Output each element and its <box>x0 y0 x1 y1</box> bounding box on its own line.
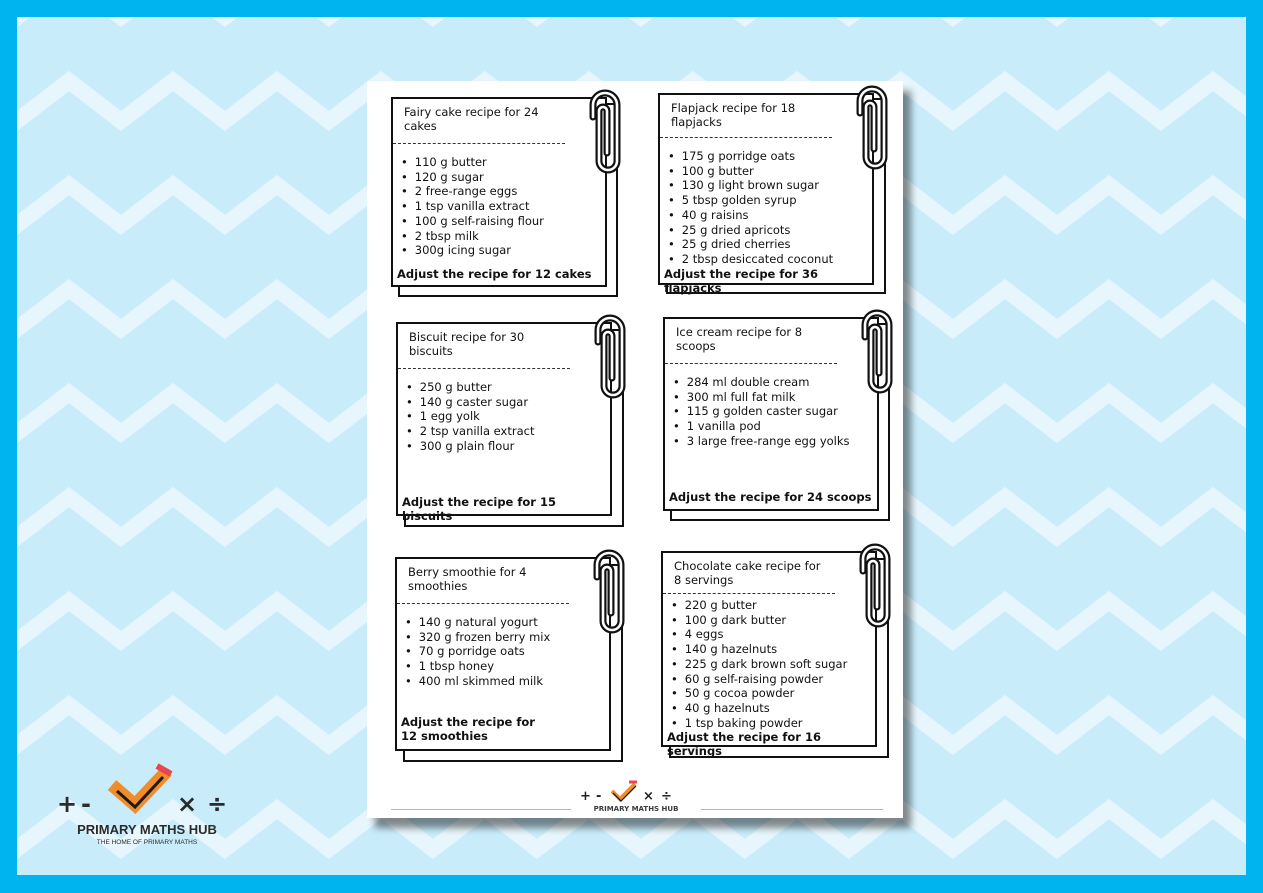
paperclip-icon <box>587 541 631 637</box>
primary-maths-hub-logo <box>57 757 237 849</box>
ingredient-item: • 25 g dried cherries <box>668 237 833 252</box>
recipe-card-ice-cream <box>663 317 879 511</box>
ingredient-item: • 100 g self-raising flour <box>401 214 544 229</box>
adjust-instruction: Adjust the recipe for 16 servings <box>667 730 821 758</box>
ingredient-item: • 25 g dried apricots <box>668 223 833 238</box>
ingredient-item: • 3 large free-range egg yolks <box>673 434 850 449</box>
maths-symbols-check-icon <box>57 757 237 819</box>
worksheet-footer <box>367 781 903 818</box>
card-title: Berry smoothie for 4 smoothies <box>408 565 527 593</box>
ingredient-item: • 2 tbsp desiccated coconut <box>668 252 833 267</box>
page-background <box>17 17 1246 875</box>
card-title: Flapjack recipe for 18 flapjacks <box>671 101 796 129</box>
ingredient-item: • 2 tbsp milk <box>401 229 544 244</box>
ingredient-item: • 60 g self-raising powder <box>671 672 847 687</box>
paperclip-icon <box>583 81 627 177</box>
ingredient-item: • 220 g butter <box>671 598 847 613</box>
ingredient-item: • 2 free-range eggs <box>401 184 544 199</box>
footer-brand-text: PRIMARY MATHS HUB <box>593 805 679 813</box>
ingredient-item: • 1 tbsp honey <box>405 659 550 674</box>
recipe-card-fairy-cake <box>391 97 607 287</box>
ingredient-item: • 110 g butter <box>401 155 544 170</box>
ingredient-item: • 120 g sugar <box>401 170 544 185</box>
ingredient-item: • 284 ml double cream <box>673 375 850 390</box>
ingredient-item: • 1 vanilla pod <box>673 419 850 434</box>
card-title: Ice cream recipe for 8 scoops <box>676 325 803 353</box>
ingredient-item: • 40 g hazelnuts <box>671 701 847 716</box>
footer-rule-right <box>701 809 883 810</box>
minus-symbol: - <box>81 790 91 818</box>
card-title: Fairy cake recipe for 24 cakes <box>404 105 539 133</box>
ingredient-list <box>405 615 550 689</box>
ingredient-item: • 140 g natural yogurt <box>405 615 550 630</box>
adjust-instruction: Adjust the recipe for 15 biscuits <box>402 495 556 523</box>
dashed-divider <box>393 143 565 144</box>
ingredient-list <box>401 155 544 258</box>
paperclip-icon <box>853 535 897 631</box>
logo-brand-name: PRIMARY MATHS HUB <box>77 822 217 837</box>
svg-text:×: × <box>643 789 654 804</box>
adjust-instruction: Adjust the recipe for 12 smoothies <box>401 715 535 743</box>
recipe-card-biscuit <box>396 322 612 523</box>
ingredient-item: • 320 g frozen berry mix <box>405 630 550 645</box>
ingredient-item: • 2 tsp vanilla extract <box>406 424 534 439</box>
ingredient-item: • 50 g cocoa powder <box>671 686 847 701</box>
ingredient-item: • 225 g dark brown soft sugar <box>671 657 847 672</box>
dashed-divider <box>398 368 570 369</box>
dashed-divider <box>663 593 835 594</box>
svg-text:÷: ÷ <box>661 789 672 804</box>
ingredient-item: • 1 egg yolk <box>406 409 534 424</box>
ingredient-item: • 115 g golden caster sugar <box>673 404 850 419</box>
ingredient-list <box>668 149 833 267</box>
logo-tagline: THE HOME OF PRIMARY MATHS <box>96 839 198 846</box>
svg-text:-: - <box>596 789 602 804</box>
ingredient-item: • 70 g porridge oats <box>405 644 550 659</box>
adjust-instruction: Adjust the recipe for 12 cakes <box>397 267 592 281</box>
paperclip-icon <box>850 77 894 173</box>
ingredient-item: • 1 tsp baking powder <box>671 716 847 731</box>
plus-symbol: + <box>57 790 78 818</box>
ingredient-item: • 300 g plain flour <box>406 439 534 454</box>
svg-text:+: + <box>580 789 591 804</box>
dashed-divider <box>660 137 832 138</box>
worksheet-page <box>367 81 903 818</box>
adjust-instruction: Adjust the recipe for 24 scoops <box>669 490 872 504</box>
ingredient-item: • 175 g porridge oats <box>668 149 833 164</box>
adjust-instruction: Adjust the recipe for 36 flapjacks <box>664 267 818 295</box>
recipe-card-berry-smoothie <box>395 557 611 751</box>
ingredient-list <box>673 375 850 449</box>
card-title: Biscuit recipe for 30 biscuits <box>409 330 525 358</box>
ingredient-item: • 40 g raisins <box>668 208 833 223</box>
ingredient-item: • 140 g hazelnuts <box>671 642 847 657</box>
ingredient-item: • 140 g caster sugar <box>406 395 534 410</box>
ingredient-list <box>671 598 847 730</box>
ingredient-item: • 5 tbsp golden syrup <box>668 193 833 208</box>
maths-symbols-logo-icon <box>579 779 691 805</box>
ingredient-item: • 300 ml full fat milk <box>673 390 850 405</box>
multiply-symbol: × <box>177 790 198 818</box>
dashed-divider <box>665 363 837 364</box>
recipe-card-flapjack <box>658 93 874 295</box>
ingredient-item: • 250 g butter <box>406 380 534 395</box>
recipe-card-chocolate-cake <box>661 551 877 758</box>
ingredient-item: • 1 tsp vanilla extract <box>401 199 544 214</box>
ingredient-list <box>406 380 534 454</box>
paperclip-icon <box>855 301 899 397</box>
ingredient-item: • 100 g butter <box>668 164 833 179</box>
dashed-divider <box>397 603 569 604</box>
paperclip-icon <box>588 306 632 402</box>
ingredient-item: • 400 ml skimmed milk <box>405 674 550 689</box>
ingredient-item: • 300g icing sugar <box>401 243 544 258</box>
divide-symbol: ÷ <box>207 790 228 818</box>
ingredient-item: • 130 g light brown sugar <box>668 178 833 193</box>
card-title: Chocolate cake recipe for 8 servings <box>674 559 821 587</box>
ingredient-item: • 100 g dark butter <box>671 613 847 628</box>
ingredient-item: • 4 eggs <box>671 627 847 642</box>
footer-rule-left <box>391 809 571 810</box>
